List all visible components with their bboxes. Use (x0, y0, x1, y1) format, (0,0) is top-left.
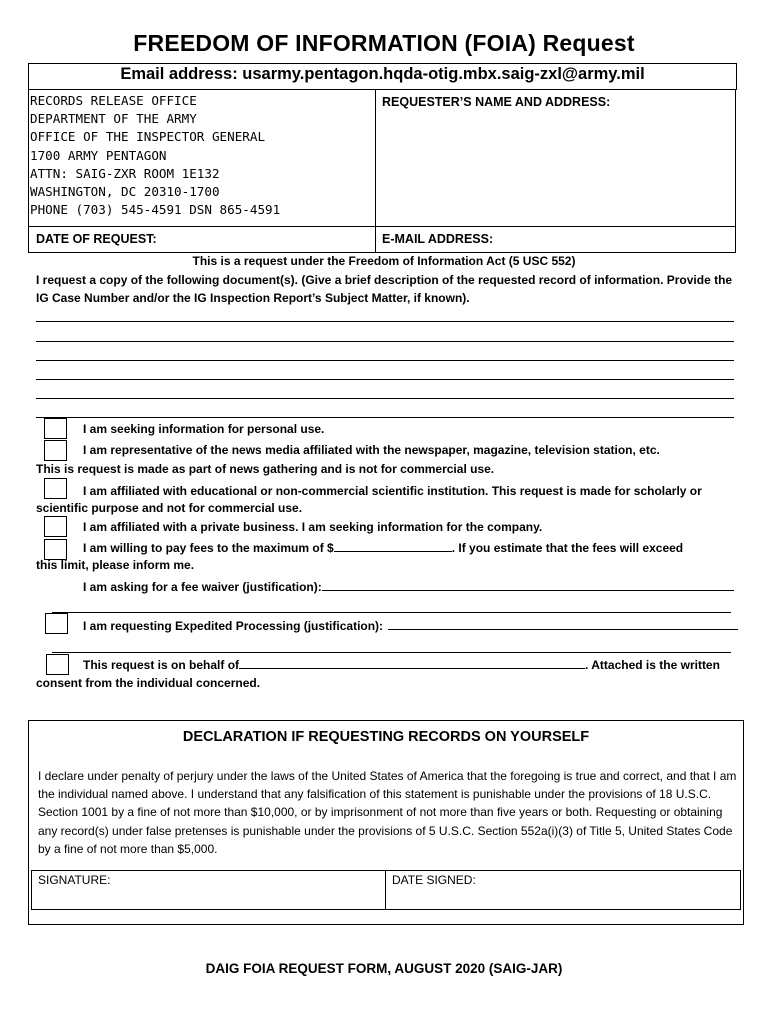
private-business-label: I am affiliated with a private business. I am seeking information for the company. (83, 520, 543, 534)
news-media-checkbox[interactable] (44, 440, 67, 461)
address-line: RECORDS RELEASE OFFICE (30, 93, 197, 108)
date-of-request-label: DATE OF REQUEST: (36, 232, 157, 246)
address-line: WASHINGTON, DC 20310-1700 (30, 184, 220, 200)
educational-checkbox[interactable] (44, 478, 67, 499)
personal-use-checkbox[interactable] (44, 418, 67, 439)
on-behalf-text-b: . Attached is the written (585, 658, 720, 672)
fee-waiver-justification-input[interactable] (322, 578, 734, 591)
fee-waiver-justification-line[interactable] (52, 612, 731, 613)
on-behalf-text-a: This request is on behalf of (83, 658, 240, 672)
records-office-address (29, 90, 376, 226)
request-instructions: I request a copy of the following document(s). (Give a brief description of the requested record of information. Provide the IG Case Number and/or the IG Inspection Report’s Subject Matter, if known). (36, 273, 733, 305)
fees-text-b: . If you estimate that the fees will exceed (451, 541, 684, 555)
address-table (28, 89, 736, 253)
address-line: OFFICE OF THE INSPECTOR GENERAL (30, 129, 266, 145)
date-signed-field[interactable] (386, 871, 740, 909)
max-fee-amount-input[interactable] (334, 539, 452, 552)
signature-field[interactable] (32, 871, 386, 909)
educational-label-cont: scientific purpose and not for commercial use. (36, 501, 303, 515)
willing-to-pay-label (83, 539, 683, 557)
description-line[interactable] (36, 379, 734, 380)
foia-act-statement: This is a request under the Freedom of Information Act (5 USC 552) (192, 254, 576, 268)
expedited-label (83, 617, 738, 635)
expedited-checkbox[interactable] (45, 613, 68, 634)
email-header: Email address: usarmy.pentagon.hqda-otig.mbx.saig-zxl@army.mil (28, 63, 737, 90)
signature-table (31, 870, 741, 910)
date-of-request-field[interactable] (29, 227, 376, 253)
expedited-text: I am requesting Expedited Processing (justification): (83, 619, 384, 633)
address-line: ATTN: SAIG-ZXR ROOM 1E132 (30, 165, 220, 181)
address-line: 1700 ARMY PENTAGON (30, 147, 167, 163)
declaration-title: DECLARATION IF REQUESTING RECORDS ON YOURSELF (182, 729, 590, 745)
declaration-box (28, 720, 744, 925)
signature-label: SIGNATURE: (38, 873, 111, 887)
description-line[interactable] (36, 417, 734, 418)
declaration-text: I declare under penalty of perjury under the laws of the United States of America that the foregoing is true and correct, and that I am the individual named above. I understand that any falsification of this statement is punishable under the provisions of 18 U.S.C. Section 1001 by a fine of not more than $10,000, or by imprisonment of not more than five years or both. Requesting or obtaining any record(s) under false pretenses is punishable under the provisions of 5 U.S.C. Section 552a(i)(3) of Title 5, United States Code by a fine of not more than $5,000. (38, 769, 737, 856)
on-behalf-checkbox[interactable] (46, 654, 69, 675)
description-line[interactable] (36, 398, 734, 399)
on-behalf-label (83, 656, 720, 674)
willing-to-pay-label-cont: this limit, please inform me. (36, 558, 195, 572)
news-media-label: I am representative of the news media affiliated with the newspaper, magazine, television station, etc. (83, 443, 660, 457)
fee-waiver-text: I am asking for a fee waiver (justification): (83, 580, 322, 594)
news-media-label-cont: This is request is made as part of news gathering and is not for commercial use. (36, 462, 495, 476)
personal-use-label: I am seeking information for personal use. (83, 422, 325, 436)
description-line[interactable] (36, 321, 734, 322)
email-address-field[interactable] (376, 227, 735, 253)
private-business-checkbox[interactable] (44, 516, 67, 537)
fees-text-a: I am willing to pay fees to the maximum of $ (83, 541, 334, 555)
description-line[interactable] (36, 341, 734, 342)
email-address-label: E-MAIL ADDRESS: (382, 232, 494, 246)
educational-label: I am affiliated with educational or non-commercial scientific institution. This request is made for scholarly or (83, 484, 702, 498)
form-title: FREEDOM OF INFORMATION (FOIA) Request (133, 30, 635, 56)
date-email-row (29, 226, 735, 253)
address-line: PHONE (703) 545-4591 DSN 865-4591 (30, 202, 281, 218)
address-line: DEPARTMENT OF THE ARMY (30, 111, 197, 127)
expedited-justification-line[interactable] (52, 652, 731, 653)
description-line[interactable] (36, 360, 734, 361)
requester-label: REQUESTER’S NAME AND ADDRESS: (382, 95, 611, 109)
requester-name-address-field[interactable] (376, 90, 735, 226)
expedited-justification-input[interactable] (388, 617, 738, 630)
date-signed-label: DATE SIGNED: (392, 873, 476, 887)
on-behalf-name-input[interactable] (239, 656, 585, 669)
on-behalf-label-cont: consent from the individual concerned. (36, 676, 261, 690)
form-footer: DAIG FOIA REQUEST FORM, AUGUST 2020 (SAIG-JAR) (205, 961, 563, 976)
fee-waiver-label (83, 578, 734, 596)
